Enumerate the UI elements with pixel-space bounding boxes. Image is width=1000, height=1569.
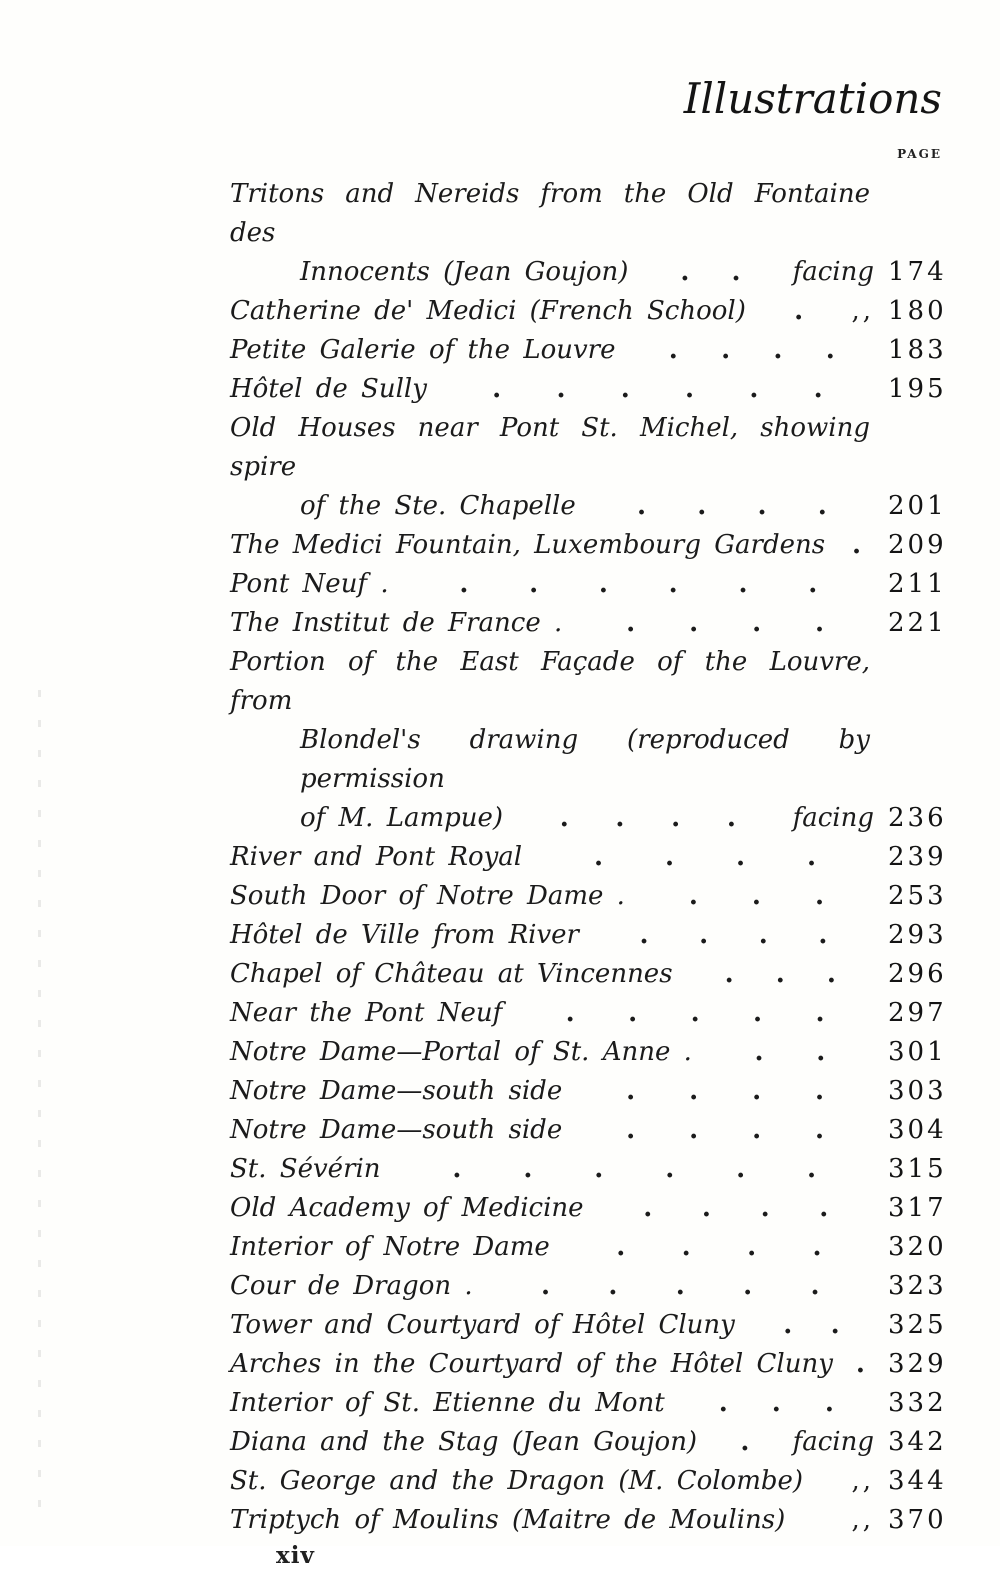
dot-leader bbox=[843, 1345, 878, 1384]
entry-line bbox=[230, 955, 947, 994]
leader-dot: . bbox=[671, 803, 681, 833]
page-number: 344 bbox=[888, 1466, 947, 1496]
leader-dot: . bbox=[747, 1232, 757, 1262]
ditto-mark: ,, bbox=[851, 296, 874, 326]
leader-dot: . bbox=[736, 1154, 746, 1184]
entry-line bbox=[230, 1189, 947, 1228]
entry-title: Diana and the Stag (Jean Goujon) bbox=[230, 1427, 698, 1457]
leader-dot: . bbox=[818, 920, 828, 950]
entry-title: St. Sévérin bbox=[230, 1154, 381, 1184]
leader-dot: . bbox=[598, 569, 608, 599]
entry-title: The Medici Fountain, Luxembourg Gardens bbox=[230, 530, 826, 560]
leader-dot: . bbox=[752, 608, 762, 638]
leader-dot: . bbox=[819, 1193, 829, 1223]
entry-title: Innocents (Jean Goujon) bbox=[300, 257, 629, 287]
illustration-entry bbox=[230, 1111, 947, 1150]
illustration-entry bbox=[230, 955, 947, 994]
dot-leader bbox=[702, 1033, 878, 1072]
leader-dot: . bbox=[752, 1076, 762, 1106]
leader-dot: . bbox=[529, 569, 539, 599]
entry-title: Petite Galerie of the Louvre bbox=[230, 335, 616, 365]
dot-leader bbox=[483, 1267, 878, 1306]
leader-dot: . bbox=[689, 608, 699, 638]
page-number: 304 bbox=[888, 1115, 947, 1145]
dot-leader bbox=[532, 838, 878, 877]
illustration-entry bbox=[230, 1267, 947, 1306]
page-number: 370 bbox=[888, 1505, 947, 1535]
page-number: 293 bbox=[888, 920, 947, 950]
leader-dot: . bbox=[608, 1271, 618, 1301]
entry-line bbox=[230, 331, 947, 370]
leader-dot: . bbox=[771, 1388, 781, 1418]
page-number: 239 bbox=[888, 842, 947, 872]
entry-line bbox=[230, 1072, 947, 1111]
leader-dot: . bbox=[783, 1310, 793, 1340]
entry-line bbox=[230, 526, 947, 565]
illustration-entry bbox=[230, 1189, 947, 1228]
entry-title: Hôtel de Sully bbox=[230, 374, 427, 404]
leader-dot: . bbox=[594, 1154, 604, 1184]
page-number: 332 bbox=[888, 1388, 947, 1418]
leader-dot: . bbox=[758, 920, 768, 950]
page-number: 221 bbox=[888, 608, 947, 638]
leader-dot: . bbox=[808, 569, 818, 599]
entry-title: of the Ste. Chapelle bbox=[300, 491, 576, 521]
leader-dot: . bbox=[749, 374, 759, 404]
entry-title: The Institut de France . bbox=[230, 608, 563, 638]
leader-dot: . bbox=[492, 374, 502, 404]
leader-dot: . bbox=[620, 374, 630, 404]
dot-leader bbox=[513, 799, 783, 838]
dot-leader bbox=[756, 292, 842, 331]
entry-line bbox=[230, 1384, 947, 1423]
illustration-entry bbox=[230, 370, 947, 409]
dot-leader bbox=[572, 1111, 878, 1150]
entry-title: River and Pont Royal bbox=[230, 842, 523, 872]
leader-dot: . bbox=[628, 998, 638, 1028]
leader-dot: . bbox=[636, 491, 646, 521]
leader-dot: . bbox=[810, 1271, 820, 1301]
leader-dot: . bbox=[752, 1115, 762, 1145]
entry-title: Tower and Courtyard of Hôtel Cluny bbox=[230, 1310, 735, 1340]
entry-line bbox=[230, 1423, 947, 1462]
page-number: 201 bbox=[888, 491, 947, 521]
entry-title: South Door of Notre Dame . bbox=[230, 881, 625, 911]
leader-dot: . bbox=[689, 1115, 699, 1145]
entry-line bbox=[230, 565, 947, 604]
page-number: 296 bbox=[888, 959, 947, 989]
entry-title: Pont Neuf . bbox=[230, 569, 389, 599]
leader-dot: . bbox=[680, 257, 690, 287]
leader-dot: . bbox=[815, 608, 825, 638]
leader-dot: . bbox=[615, 803, 625, 833]
entry-line bbox=[230, 292, 947, 331]
leader-dot: . bbox=[814, 881, 824, 911]
illustration-entry bbox=[230, 331, 947, 370]
dot-leader bbox=[638, 253, 782, 292]
leader-dot: . bbox=[665, 842, 675, 872]
page-number: 180 bbox=[888, 296, 947, 326]
dot-leader bbox=[560, 1228, 878, 1267]
leader-dot: . bbox=[743, 1271, 753, 1301]
page-number: 317 bbox=[888, 1193, 947, 1223]
leader-dot: . bbox=[815, 1115, 825, 1145]
illustration-entry bbox=[230, 994, 947, 1033]
leader-dot: . bbox=[565, 998, 575, 1028]
entry-line bbox=[230, 1111, 947, 1150]
illustration-entry bbox=[230, 1228, 947, 1267]
entry-title: Hôtel de Ville from River bbox=[230, 920, 579, 950]
entry-line bbox=[230, 1306, 947, 1345]
entry-line bbox=[230, 916, 947, 955]
illustration-entry bbox=[230, 1033, 947, 1072]
leader-dot: . bbox=[817, 491, 827, 521]
dot-leader bbox=[675, 1384, 878, 1423]
dot-leader bbox=[707, 1423, 783, 1462]
leader-dot: . bbox=[556, 374, 566, 404]
leader-dot: . bbox=[738, 569, 748, 599]
leader-dot: . bbox=[824, 1388, 834, 1418]
leader-dot: . bbox=[540, 1271, 551, 1301]
dot-leader bbox=[572, 1072, 878, 1111]
leader-dot: . bbox=[806, 842, 817, 872]
leader-dot: . bbox=[699, 920, 709, 950]
leader-dot: . bbox=[754, 1037, 764, 1067]
leader-dot: . bbox=[690, 998, 700, 1028]
leader-dot: . bbox=[815, 998, 825, 1028]
leader-dot: . bbox=[830, 1310, 840, 1340]
leader-dot: . bbox=[740, 1427, 750, 1457]
illustration-entry bbox=[230, 1462, 947, 1501]
illustration-entry bbox=[230, 409, 947, 526]
leader-dot: . bbox=[736, 842, 746, 872]
dot-leader bbox=[586, 487, 878, 526]
dot-leader bbox=[626, 331, 879, 370]
dot-leader bbox=[589, 916, 878, 955]
page-content bbox=[230, 0, 947, 1569]
dot-leader bbox=[635, 877, 878, 916]
leader-dot: . bbox=[594, 842, 604, 872]
entry-line bbox=[230, 1267, 947, 1306]
page-number: 323 bbox=[888, 1271, 947, 1301]
illustration-entry bbox=[230, 1306, 947, 1345]
leader-dot: . bbox=[643, 1193, 653, 1223]
facing-label: facing bbox=[792, 803, 874, 833]
facing-label: facing bbox=[792, 1427, 874, 1457]
page-number: 329 bbox=[888, 1349, 947, 1379]
leader-dot: . bbox=[731, 257, 741, 287]
illustration-entry bbox=[230, 877, 947, 916]
page-number: 236 bbox=[888, 803, 947, 833]
page-number: 253 bbox=[888, 881, 947, 911]
dot-leader bbox=[572, 604, 878, 643]
leader-dot: . bbox=[825, 335, 835, 365]
entry-line bbox=[230, 1150, 947, 1189]
leader-dot: . bbox=[753, 998, 763, 1028]
ditto-mark: ,, bbox=[851, 1505, 874, 1535]
leader-dot: . bbox=[626, 608, 636, 638]
leader-dot: . bbox=[626, 1076, 636, 1106]
ditto-mark: ,, bbox=[851, 1466, 874, 1496]
entry-title: St. George and the Dragon (M. Colombe) bbox=[230, 1466, 804, 1496]
leader-dot: . bbox=[751, 881, 761, 911]
leader-dot: . bbox=[668, 335, 678, 365]
illustration-entry bbox=[230, 604, 947, 643]
entry-line bbox=[230, 1033, 947, 1072]
entry-title: Interior of St. Etienne du Mont bbox=[230, 1388, 665, 1418]
leader-dot: . bbox=[675, 1271, 685, 1301]
dot-leader bbox=[512, 994, 878, 1033]
page-number: 342 bbox=[888, 1427, 947, 1457]
leader-dot: . bbox=[559, 803, 569, 833]
illustration-entry bbox=[230, 175, 947, 292]
illustration-entry bbox=[230, 643, 947, 838]
entry-line bbox=[300, 799, 947, 838]
dot-leader bbox=[835, 526, 878, 565]
dot-leader bbox=[745, 1306, 878, 1345]
leader-dot: . bbox=[689, 1076, 699, 1106]
leader-dot: . bbox=[452, 1154, 462, 1184]
page-title: Illustrations bbox=[683, 74, 942, 123]
entry-line bbox=[230, 838, 947, 877]
entry-line bbox=[230, 1228, 947, 1267]
dot-leader bbox=[437, 370, 878, 409]
leader-dot: . bbox=[794, 296, 804, 326]
entry-line bbox=[300, 253, 947, 292]
illustration-entry bbox=[230, 1423, 947, 1462]
leader-dot: . bbox=[760, 1193, 770, 1223]
leader-dot: . bbox=[639, 920, 649, 950]
entry-title: Near the Pont Neuf bbox=[230, 998, 503, 1028]
illustration-entry bbox=[230, 526, 947, 565]
leader-dot: . bbox=[852, 530, 862, 560]
entry-title: Triptych of Moulins (Maitre de Moulins) bbox=[230, 1505, 786, 1535]
page-number: 320 bbox=[888, 1232, 947, 1262]
leader-dot: . bbox=[718, 1388, 728, 1418]
entry-line: Old Houses near Pont St. Michel, showing spire bbox=[230, 413, 870, 482]
entry-title: Old Academy of Medicine bbox=[230, 1193, 584, 1223]
entry-title: Notre Dame—south side bbox=[230, 1076, 563, 1106]
page-number: 174 bbox=[888, 257, 947, 287]
entry-title: Notre Dame—south side bbox=[230, 1115, 563, 1145]
folio-number: xiv bbox=[276, 1542, 315, 1569]
illustration-entry bbox=[230, 292, 947, 331]
dot-leader bbox=[594, 1189, 878, 1228]
leader-dot: . bbox=[688, 881, 698, 911]
page-column-label: PAGE bbox=[897, 147, 942, 161]
illustration-entry bbox=[230, 916, 947, 955]
illustration-entry bbox=[230, 838, 947, 877]
entry-line: Tritons and Nereids from the Old Fontaine des bbox=[230, 179, 870, 248]
leader-dot: . bbox=[815, 1076, 825, 1106]
page-number: 211 bbox=[888, 569, 947, 599]
entry-title: Notre Dame—Portal of St. Anne . bbox=[230, 1037, 692, 1067]
leader-dot: . bbox=[685, 374, 695, 404]
leader-dot: . bbox=[726, 803, 736, 833]
dot-leader bbox=[683, 955, 878, 994]
leader-dot: . bbox=[807, 1154, 817, 1184]
leader-dot: . bbox=[697, 491, 707, 521]
page-number: 301 bbox=[888, 1037, 947, 1067]
entry-line: Blondel's drawing (reproduced by permission bbox=[300, 725, 870, 794]
entry-title: Catherine de' Medici (French School) bbox=[230, 296, 746, 326]
page-number: 297 bbox=[888, 998, 947, 1028]
leader-dot: . bbox=[626, 1115, 636, 1145]
entry-line bbox=[230, 1345, 947, 1384]
leader-dot: . bbox=[721, 335, 731, 365]
leader-dot: . bbox=[773, 335, 783, 365]
leader-dot: . bbox=[775, 959, 785, 989]
entry-title: Arches in the Courtyard of the Hôtel Cluny bbox=[230, 1349, 833, 1379]
leader-dot: . bbox=[616, 1232, 626, 1262]
illustration-entry bbox=[230, 1501, 947, 1540]
entry-line bbox=[230, 877, 947, 916]
leader-dot: . bbox=[523, 1154, 533, 1184]
entry-line: Portion of the East Façade of the Louvre, from bbox=[230, 647, 870, 716]
leader-dot: . bbox=[757, 491, 767, 521]
entry-line bbox=[230, 604, 947, 643]
entry-line bbox=[230, 1462, 947, 1501]
entry-title: Chapel of Château at Vincennes bbox=[230, 959, 673, 989]
entry-line bbox=[230, 994, 947, 1033]
leader-dot: . bbox=[826, 959, 836, 989]
leader-dot: . bbox=[855, 1349, 865, 1379]
leader-dot: . bbox=[668, 569, 678, 599]
entry-line bbox=[230, 370, 947, 409]
leader-dot: . bbox=[681, 1232, 691, 1262]
illustration-entry bbox=[230, 1072, 947, 1111]
illustration-entry bbox=[230, 1384, 947, 1423]
illustration-entry bbox=[230, 565, 947, 604]
dot-leader bbox=[399, 565, 878, 604]
page-number: 195 bbox=[888, 374, 947, 404]
leader-dot: . bbox=[701, 1193, 711, 1223]
leader-dot: . bbox=[724, 959, 734, 989]
entry-line bbox=[300, 487, 947, 526]
page-number: 325 bbox=[888, 1310, 947, 1340]
leader-dot: . bbox=[812, 1232, 822, 1262]
leader-dot: . bbox=[459, 569, 469, 599]
entry-line bbox=[230, 1501, 947, 1540]
page-number: 303 bbox=[888, 1076, 947, 1106]
dot-leader bbox=[391, 1150, 878, 1189]
illustration-entry bbox=[230, 1345, 947, 1384]
entry-title: Interior of Notre Dame bbox=[230, 1232, 550, 1262]
illustration-entry bbox=[230, 1150, 947, 1189]
leader-dot: . bbox=[816, 1037, 826, 1067]
leader-dot: . bbox=[665, 1154, 675, 1184]
entry-title: of M. Lampue) bbox=[300, 803, 504, 833]
page-number: 183 bbox=[888, 335, 947, 365]
illustrations-list bbox=[230, 175, 947, 1540]
entry-title: Cour de Dragon . bbox=[230, 1271, 473, 1301]
page-number: 209 bbox=[888, 530, 947, 560]
page-number: 315 bbox=[888, 1154, 947, 1184]
scan-artifacts bbox=[38, 690, 41, 1530]
leader-dot: . bbox=[813, 374, 823, 404]
facing-label: facing bbox=[792, 257, 874, 287]
